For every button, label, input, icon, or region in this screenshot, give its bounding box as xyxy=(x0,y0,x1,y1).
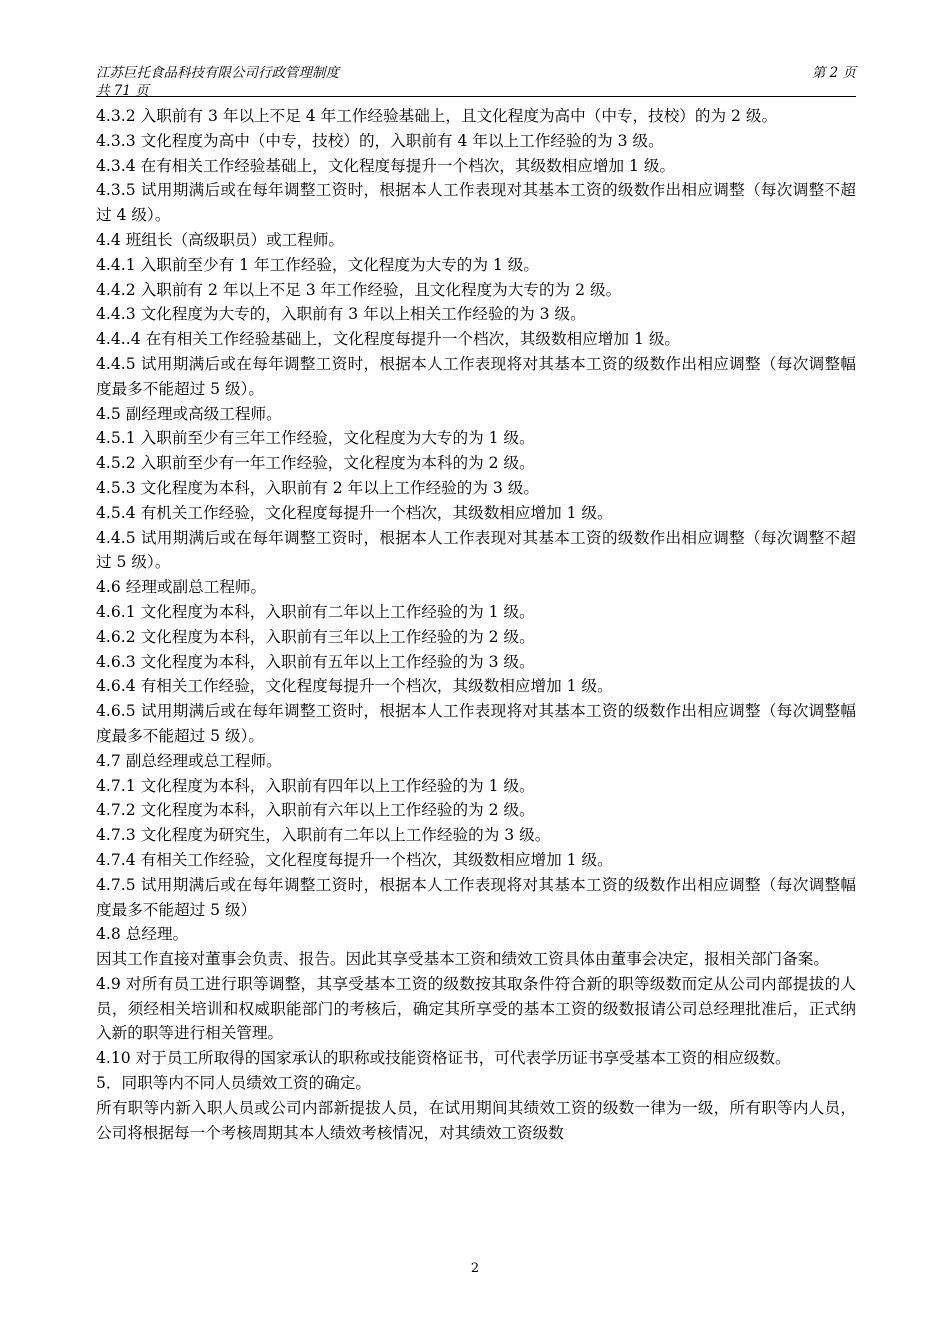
paragraph: 4.6.1 文化程度为本科，入职前有二年以上工作经验的为 1 级。 xyxy=(96,602,535,621)
paragraph: 4.5.4 有机关工作经验，文化程度每提升一个档次，其级数相应增加 1 级。 xyxy=(96,503,613,522)
paragraph: 4.5 副经理或高级工程师。 xyxy=(96,404,282,423)
paragraph: 因其工作直接对董事会负责、报告。因此其享受基本工资和绩效工资具体由董事会决定，报相关部门备案。 xyxy=(96,950,829,969)
paragraph: 4.5.2 入职前至少有一年工作经验，文化程度为本科的为 2 级。 xyxy=(96,454,535,473)
paragraph: 4.4 班组长（高级职员）或工程师。 xyxy=(96,230,345,249)
header-page-indicator: 第 2 页 xyxy=(811,65,856,81)
paragraph: 4.7.2 文化程度为本科，入职前有六年以上工作经验的为 2 级。 xyxy=(96,801,535,820)
header-rule xyxy=(96,96,856,97)
header-title: 江苏巨托食品科技有限公司行政管理制度 xyxy=(96,65,339,81)
document-body xyxy=(96,104,856,1145)
paragraph: 4.6.3 文化程度为本科，入职前有五年以上工作经验的为 3 级。 xyxy=(96,652,535,671)
paragraph: 4.4.5 试用期满后或在每年调整工资时，根据本人工作表现将对其基本工资的级数作出相应调整（每次调整幅度最多不能超过 5 级）。 xyxy=(96,354,856,398)
paragraph: 4.7.4 有相关工作经验，文化程度每提升一个档次，其级数相应增加 1 级。 xyxy=(96,850,613,869)
paragraph: 4.4.2 入职前有 2 年以上不足 3 年工作经验，且文化程度为大专的为 2 级。 xyxy=(96,280,622,299)
header-total-pages: 共 71 页 xyxy=(96,83,149,99)
paragraph: 4.10 对于员工所取得的国家承认的职称或技能资格证书，可代表学历证书享受基本工资的相应级数。 xyxy=(96,1049,791,1068)
paragraph: 4.3.4 在有相关工作经验基础上，文化程度每提升一个档次，其级数相应增加 1 级。 xyxy=(96,156,676,175)
paragraph: 4.4.5 试用期满后或在每年调整工资时，根据本人工作表现对其基本工资的级数作出相应调整（每次调整不超过 5 级）。 xyxy=(96,528,856,572)
page-number: 2 xyxy=(470,1261,480,1276)
paragraph: 4.3.2 入职前有 3 年以上不足 4 年工作经验基础上，且文化程度为高中（中专，技校）的为 2 级。 xyxy=(96,107,778,125)
paragraph: 4.6 经理或副总工程师。 xyxy=(96,578,267,597)
paragraph: 4.6.4 有相关工作经验，文化程度每提升一个档次，其级数相应增加 1 级。 xyxy=(96,677,613,696)
paragraph: 所有职等内新入职人员或公司内部新提拔人员，在试用期间其绩效工资的级数一律为一级，所有职等内人员，公司将根据每一个考核周期其本人绩效考核情况，对其绩效工资级数 xyxy=(96,1098,856,1142)
paragraph: 4.3.3 文化程度为高中（中专，技校）的，入职前有 4 年以上工作经验的为 3 级。 xyxy=(96,131,664,150)
paragraph: 4.5.1 入职前至少有三年工作经验，文化程度为大专的为 1 级。 xyxy=(96,429,535,448)
paragraph: 4.8 总经理。 xyxy=(96,925,189,944)
paragraph: 5．同职等内不同人员绩效工资的确定。 xyxy=(96,1074,372,1093)
paragraph: 4.3.5 试用期满后或在每年调整工资时，根据本人工作表现对其基本工资的级数作出相应调整（每次调整不超过 4 级）。 xyxy=(96,181,856,225)
paragraph: 4.7 副总经理或总工程师。 xyxy=(96,751,282,770)
paragraph: 4.4.1 入职前至少有 1 年工作经验，文化程度为大专的为 1 级。 xyxy=(96,255,539,274)
paragraph: 4.4..4 在有相关工作经验基础上，文化程度每提升一个档次，其级数相应增加 1 级。 xyxy=(96,330,681,349)
paragraph: 4.9 对所有员工进行职等调整，其享受基本工资的级数按其取条件符合新的职等级数而定从公司内部提拔的人员，须经相关培训和权威职能部门的考核后，确定其所享受的基本工资的级数报请公司总经理批准后，正式纳入新的职等进行相关管理。 xyxy=(96,974,856,1043)
paragraph: 4.6.5 试用期满后或在每年调整工资时，根据本人工作表现将对其基本工资的级数作出相应调整（每次调整幅度最多不能超过 5 级）。 xyxy=(96,702,856,745)
paragraph: 4.7.1 文化程度为本科，入职前有四年以上工作经验的为 1 级。 xyxy=(96,776,535,795)
paragraph: 4.6.2 文化程度为本科，入职前有三年以上工作经验的为 2 级。 xyxy=(96,627,535,646)
paragraph: 4.7.3 文化程度为研究生，入职前有二年以上工作经验的为 3 级。 xyxy=(96,826,551,845)
paragraph: 4.7.5 试用期满后或在每年调整工资时，根据本人工作表现将对其基本工资的级数作出相应调整（每次调整幅度最多不能超过 5 级） xyxy=(96,875,856,919)
paragraph: 4.4.3 文化程度为大专的，入职前有 3 年以上相关工作经验的为 3 级。 xyxy=(96,305,586,324)
paragraph: 4.5.3 文化程度为本科，入职前有 2 年以上工作经验的为 3 级。 xyxy=(96,478,539,497)
running-header xyxy=(96,61,856,81)
